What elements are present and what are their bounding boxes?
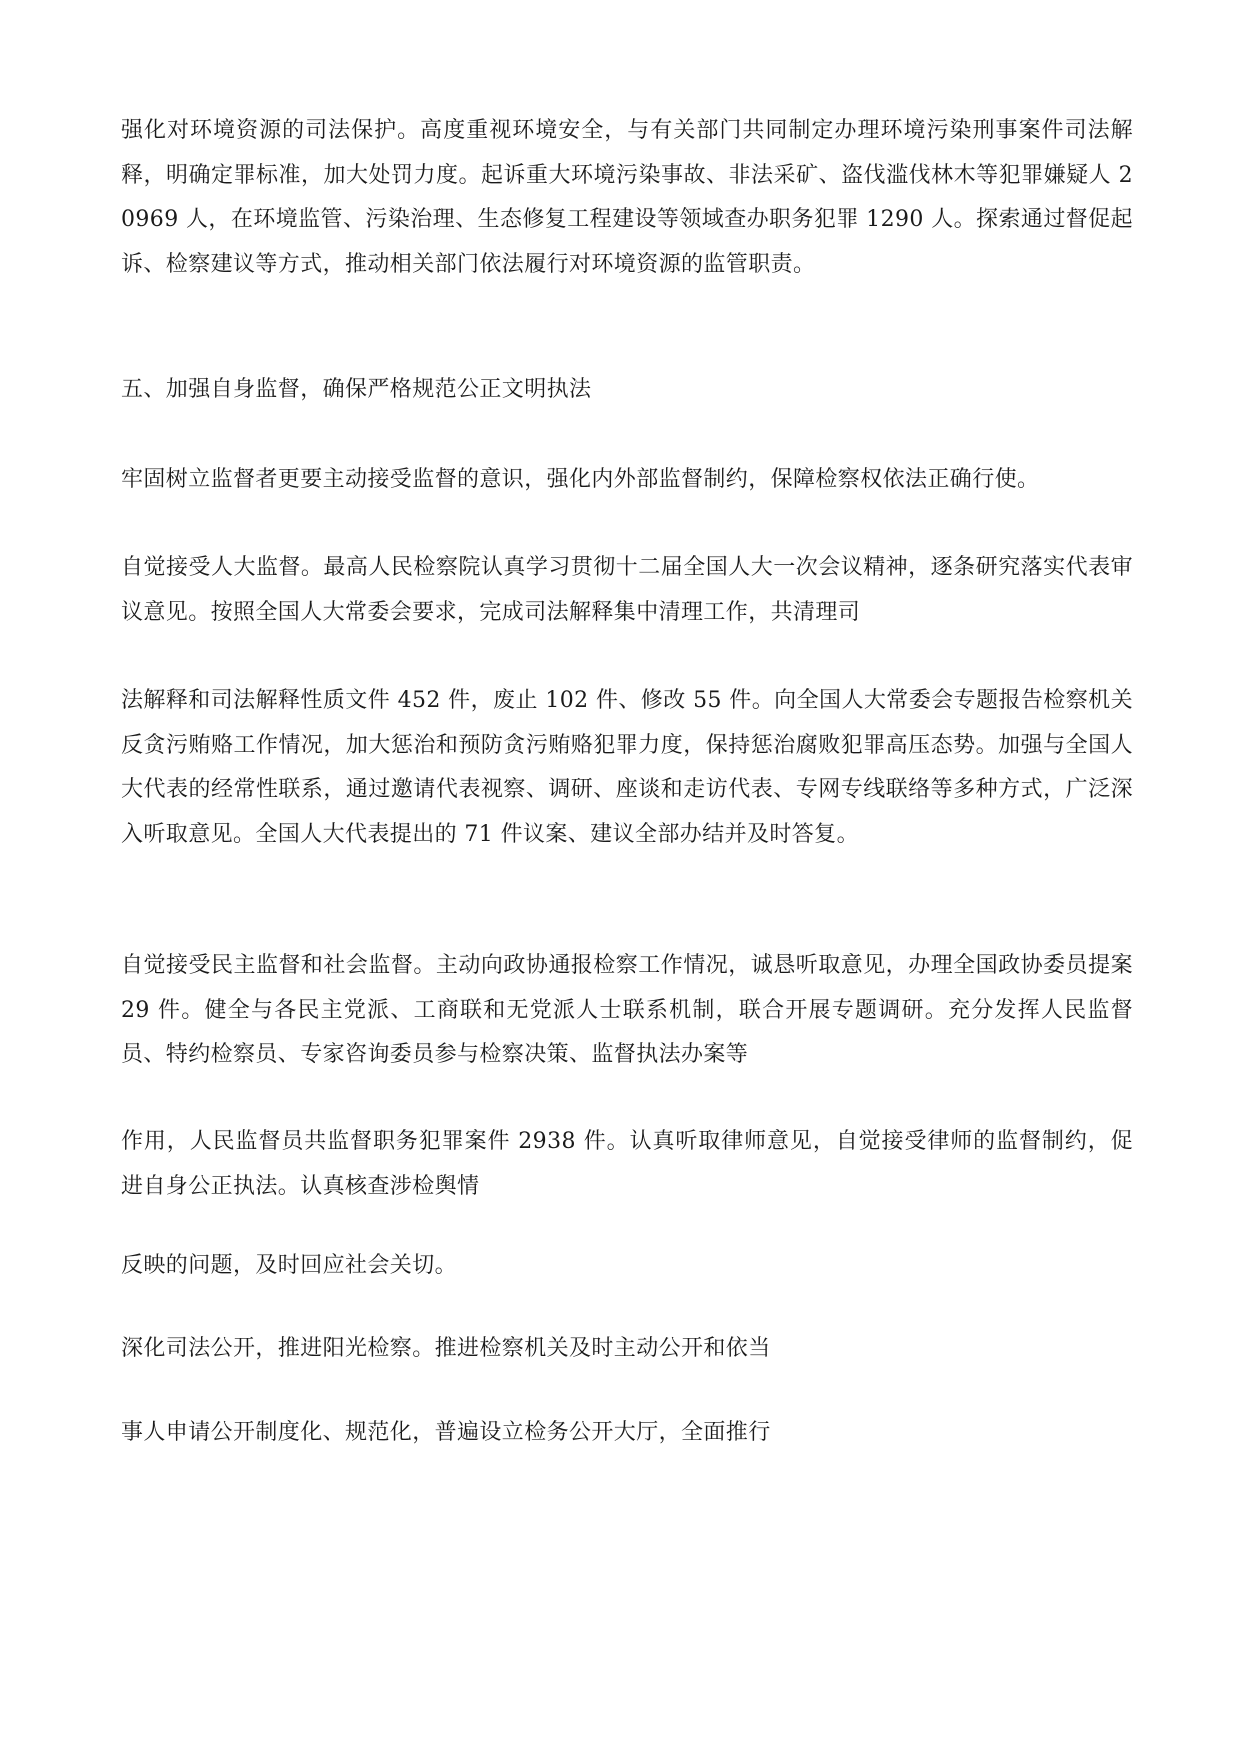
paragraph-social-concerns: 反映的问题，及时回应社会关切。 — [121, 1253, 458, 1278]
section-heading-5: 五、加强自身监督，确保严格规范公正文明执法 — [121, 377, 592, 402]
paragraph-self-supervision-intro: 牢固树立监督者更要主动接受监督的意识，强化内外部监督制约，保障检察权依法正确行使。 — [121, 467, 1040, 492]
paragraph-judicial-openness-continued: 事人申请公开制度化、规范化，普遍设立检务公开大厅，全面推行 — [121, 1420, 771, 1445]
paragraph-judicial-openness: 深化司法公开，推进阳光检察。推进检察机关及时主动公开和依当 — [121, 1336, 771, 1361]
paragraph-npc-supervision: 自觉接受人大监督。最高人民检察院认真学习贯彻十二届全国人大一次会议精神，逐条研究落实代表审议意见。按照全国人大常委会要求，完成司法解释集中清理工作，共清理司 — [121, 555, 1133, 625]
paragraph-environment-protection: 强化对环境资源的司法保护。高度重视环境安全，与有关部门共同制定办理环境污染刑事案件司法解释，明确定罪标准，加大处罚力度。起诉重大环境污染事故、非法采矿、盗伐滥伐林木等犯罪嫌疑人 20969 人，在环境监管、污染治理、生态修复工程建设等领域查办职务犯罪 1290 人。探索通过督促起诉、检察建议等方式，推动相关部门依法履行对环境资源的监管职责。 — [121, 118, 1133, 277]
paragraph-democratic-supervision: 自觉接受民主监督和社会监督。主动向政协通报检察工作情况，诚恳听取意见，办理全国政协委员提案 29 件。健全与各民主党派、工商联和无党派人士联系机制，联合开展专题调研。充分发挥人民监督员、特约检察员、专家咨询委员参与检察决策、监督执法办案等 — [121, 953, 1133, 1067]
paragraph-people-supervisors: 作用，人民监督员共监督职务犯罪案件 2938 件。认真听取律师意见，自觉接受律师的监督制约，促进自身公正执法。认真核查涉检舆情 — [121, 1129, 1133, 1199]
paragraph-npc-supervision-continued: 法解释和司法解释性质文件 452 件，废止 102 件、修改 55 件。向全国人大常委会专题报告检察机关反贪污贿赂工作情况，加大惩治和预防贪污贿赂犯罪力度，保持惩治腐败犯罪高压态势。加强与全国人大代表的经常性联系，通过邀请代表视察、调研、座谈和走访代表、专网专线联络等多种方式，广泛深入听取意见。全国人大代表提出的 71 件议案、建议全部办结并及时答复。 — [121, 688, 1133, 847]
